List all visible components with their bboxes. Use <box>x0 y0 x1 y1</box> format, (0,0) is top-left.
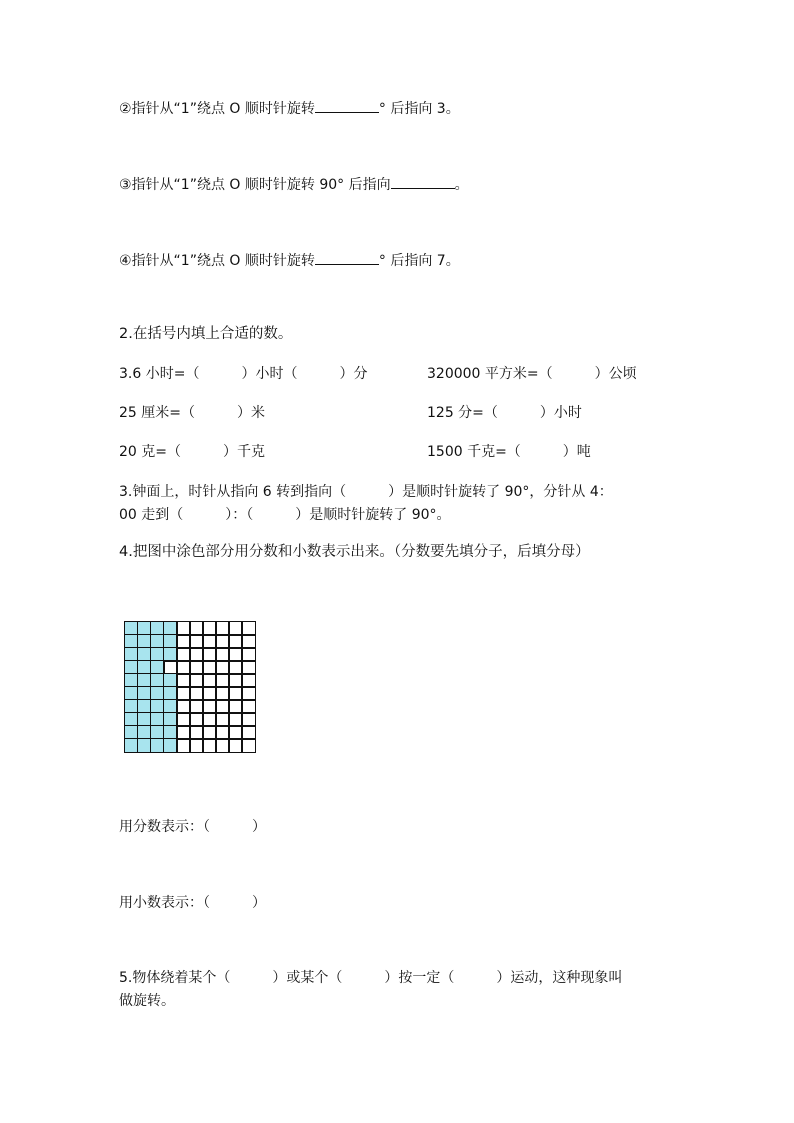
question-1-item-2 <box>119 98 460 119</box>
item-2-suffix: ° 后指向 3。 <box>378 101 460 117</box>
question-5-line-1: 5.物体绕着某个（ ）或某个（ ）按一定（ ）运动，这种现象叫 <box>119 970 623 986</box>
fraction-answer-label: 用分数表示：（ ） <box>119 819 266 835</box>
answer-blank[interactable] <box>315 98 379 113</box>
question-3-line-2: 00 走到（ ）：（ ）是顺时针旋转了 90°。 <box>119 507 451 523</box>
question-1-item-4 <box>119 250 460 271</box>
question-4-title: 4.把图中涂色部分用分数和小数表示出来。（分数要先填分子，后填分母） <box>119 544 590 560</box>
q2-row1-left: 3.6 小时=（ ）小时（ ）分 <box>119 366 368 382</box>
grid-cell <box>241 738 256 753</box>
q2-row1-right: 320000 平方米=（ ）公顷 <box>427 366 637 382</box>
item-3-suffix: 。 <box>454 177 469 193</box>
hundred-grid <box>124 621 264 761</box>
answer-blank[interactable] <box>315 250 379 265</box>
q2-row2-right: 125 分=（ ）小时 <box>427 405 582 421</box>
item-2-prefix: ②指针从“1”绕点 O 顺时针旋转 <box>119 101 315 117</box>
item-4-suffix: ° 后指向 7。 <box>378 253 460 269</box>
question-1-item-3 <box>119 174 469 195</box>
decimal-answer-label: 用小数表示：（ ） <box>119 895 266 911</box>
answer-blank[interactable] <box>391 174 455 189</box>
q2-row3-right: 1500 千克=（ ）吨 <box>427 444 591 460</box>
item-3-prefix: ③指针从“1”绕点 O 顺时针旋转 90° 后指向 <box>119 177 391 193</box>
question-5-line-2: 做旋转。 <box>119 993 175 1009</box>
q2-row3-left: 20 克=（ ）千克 <box>119 444 265 460</box>
q2-row2-left: 25 厘米=（ ）米 <box>119 405 265 421</box>
item-4-prefix: ④指针从“1”绕点 O 顺时针旋转 <box>119 253 315 269</box>
question-3-line-1: 3.钟面上，时针从指向 6 转到指向（ ）是顺时针旋转了 90°，分针从 4： <box>119 484 613 500</box>
question-2-title: 2.在括号内填上合适的数。 <box>119 326 293 342</box>
